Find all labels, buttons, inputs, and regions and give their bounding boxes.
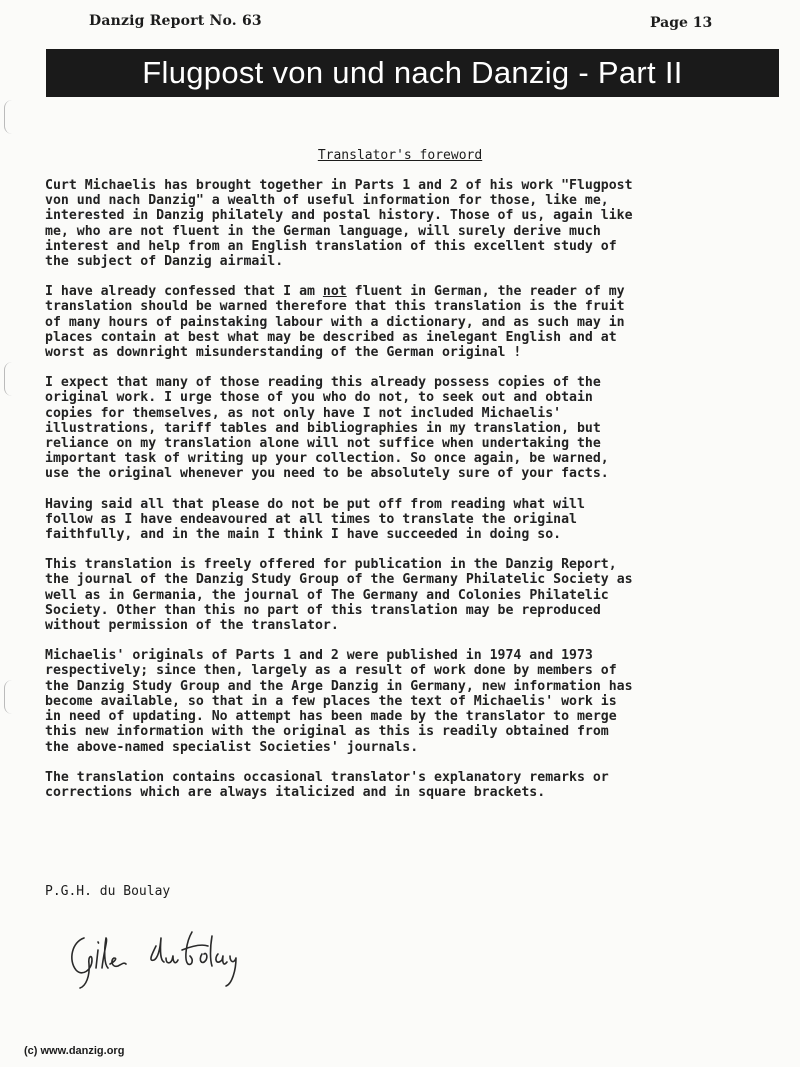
text-line: I expect that many of those reading this already possess copies of the xyxy=(45,375,601,391)
text-line: illustrations, tariff tables and bibliographies in my translation, but xyxy=(45,420,601,436)
text-run: I have already confessed that I am xyxy=(45,284,323,300)
text-line xyxy=(45,557,780,572)
handwritten-signature xyxy=(62,920,262,990)
group-name: Danzig Study Group xyxy=(195,572,339,588)
text-line: of many hours of painstaking labour with a dictionary, and as such may in xyxy=(45,314,625,330)
text-line: use the original whenever you need to be absolutely sure of your facts. xyxy=(45,466,609,482)
paragraph-4 xyxy=(45,497,780,543)
publication-name: Danzig Report xyxy=(505,557,609,573)
text-run: , xyxy=(608,557,617,573)
text-line: reliance on my translation alone will not suffice when undertaking the xyxy=(45,436,601,452)
signer-name: P.G.H. du Boulay xyxy=(45,884,171,899)
text-line: places contain at best what may be described as inelegant English and at xyxy=(45,329,617,345)
text-line: follow as I have endeavoured at all times to translate the original xyxy=(45,511,577,527)
text-line: worst as downright misunderstanding of the German original ! xyxy=(45,345,522,361)
text-line: copies for themselves, as not only have I not included Michaelis' xyxy=(45,405,562,421)
text-line: Having said all that please do not be put off from reading what will xyxy=(45,496,585,512)
paragraph-2 xyxy=(45,284,780,360)
text-run: and the xyxy=(219,678,292,694)
title-banner xyxy=(46,49,779,97)
paragraph-6 xyxy=(45,648,780,754)
group-name: Danzig Study Group xyxy=(76,678,220,694)
text-line xyxy=(45,588,780,603)
text-line: interested in Danzig philately and postal history. Those of us, again like xyxy=(45,208,633,224)
text-line: original work. I urge those of you who do not, to seek out and obtain xyxy=(45,390,593,406)
text-line: without permission of the translator. xyxy=(45,618,339,634)
society-name: Germany Philatelic Society xyxy=(402,572,609,588)
text-run: the xyxy=(45,678,77,694)
text-run: fluent in German, the reader of my xyxy=(346,284,625,300)
text-run: in Germany, new information has xyxy=(378,678,633,694)
text-line: important task of writing up your collection. So once again, be warned, xyxy=(45,451,609,467)
text-line: translation should be warned therefore that this translation is the fruit xyxy=(45,299,625,315)
text-run: of the xyxy=(338,572,403,588)
margin-mark-3 xyxy=(4,680,13,714)
margin-mark-1 xyxy=(4,100,13,134)
text-line: in need of updating. No attempt has been made by the translator to merge xyxy=(45,709,617,725)
text-line: faithfully, and in the main I think I have succeeded in doing so. xyxy=(45,527,562,543)
text-run: the journal of the xyxy=(45,572,196,588)
text-line: The translation contains occasional translator's explanatory remarks or xyxy=(45,769,609,785)
body-text xyxy=(45,178,780,815)
text-line: this new information with the original as this is readily obtained from xyxy=(45,724,609,740)
text-run: as xyxy=(608,572,633,588)
paragraph-3 xyxy=(45,375,780,481)
text-line: me, who are not fluent in the German language, will surely derive much xyxy=(45,223,601,239)
text-line xyxy=(45,679,780,694)
underlined-word: not xyxy=(322,284,347,300)
margin-mark-2 xyxy=(4,362,13,396)
paragraph-5 xyxy=(45,557,780,633)
text-line: Michaelis' originals of Parts 1 and 2 were published in 1974 and 1973 xyxy=(45,648,593,664)
text-line: become available, so that in a few places the text of Michaelis' work is xyxy=(45,693,617,709)
society-name: Society xyxy=(45,602,101,618)
text-line: the above-named specialist Societies' journals. xyxy=(45,739,419,755)
text-run: This translation is freely offered for publication in the xyxy=(45,557,506,573)
text-line: the subject of Danzig airmail. xyxy=(45,254,284,270)
paragraph-7 xyxy=(45,770,780,800)
section-heading: Translator's foreword xyxy=(317,148,483,163)
text-run: , the journal of xyxy=(195,587,331,603)
publication-name: Germania xyxy=(132,587,196,603)
text-line xyxy=(45,572,780,587)
page-number: Page 13 xyxy=(650,15,713,31)
banner-title: Flugpost von und nach Danzig - Part II xyxy=(142,55,683,90)
text-run: . Other than this no part of this translation may be reproduced xyxy=(100,602,601,618)
footer-copyright: (c) www.danzig.org xyxy=(24,1045,125,1057)
text-line: von und nach Danzig" a wealth of useful information for those, like me, xyxy=(45,193,609,209)
society-name: The Germany and Colonies Philatelic xyxy=(330,587,609,603)
text-line: corrections which are always italicized and in square brackets. xyxy=(45,784,546,800)
group-name: Arge Danzig xyxy=(291,678,379,694)
text-line: Curt Michaelis has brought together in Parts 1 and 2 of his work "Flugpost xyxy=(45,178,633,193)
text-line: respectively; since then, largely as a result of work done by members of xyxy=(45,663,617,679)
text-line xyxy=(45,284,780,299)
text-run: well as in xyxy=(45,587,133,603)
report-number: Danzig Report No. 63 xyxy=(89,13,262,29)
paragraph-1 xyxy=(45,178,780,269)
text-line xyxy=(45,603,780,618)
text-line: interest and help from an English translation of this excellent study of xyxy=(45,238,617,254)
